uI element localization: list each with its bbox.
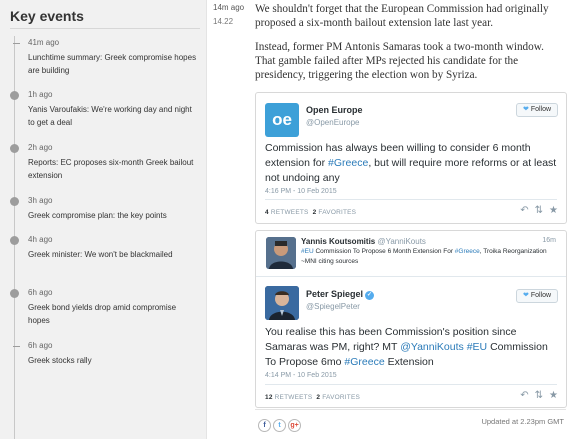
twitter-share-icon[interactable]: t — [273, 419, 286, 432]
timeline-dot-icon — [10, 144, 19, 153]
verified-badge-icon: ✓ — [367, 292, 373, 298]
tweet-date[interactable]: 4:16 PM - 10 Feb 2015 — [265, 188, 337, 195]
timeline-dot-icon — [10, 289, 19, 298]
key-events-heading: Key events — [10, 8, 84, 24]
key-events-panel — [0, 0, 207, 439]
reply-icon[interactable]: ↶ — [520, 390, 529, 401]
key-event-title[interactable]: Reports: EC proposes six-month Greek bailout extension — [28, 158, 194, 180]
post-paragraph: Instead, former PM Antonis Samaras took a two-month window. That gamble failed after MPs rejected his candidate for the presidency, triggering the election won by Syriza. — [255, 41, 544, 81]
follow-button[interactable]: ❤ Follow — [516, 289, 558, 303]
retweet-icon[interactable]: ⇅ — [534, 390, 544, 401]
tweet-stats: 12 RETWEETS 2 FAVORITES — [265, 394, 361, 401]
person-photo-icon — [266, 237, 296, 269]
tweet-author-name[interactable]: Open Europe — [306, 105, 363, 115]
key-event-title[interactable]: Greek bond yields drop amid compromise hopes — [28, 303, 177, 325]
peter-spiegel-avatar[interactable] — [265, 286, 299, 320]
quoted-author[interactable]: Yannis Koutsomitis @YanniKouts — [301, 237, 426, 246]
hashtag-link[interactable]: #Greece — [328, 157, 369, 169]
tweet-author-handle[interactable]: @OpenEurope — [306, 118, 360, 127]
key-event-title[interactable]: Yanis Varoufakis: We're working day and night to get a deal — [28, 105, 192, 127]
key-event-title[interactable]: Greek compromise plan: the key points — [28, 211, 167, 220]
star-icon[interactable]: ★ — [549, 390, 558, 401]
post-paragraph: We shouldn't forget that the European Commission had originally proposed a six-month bailout extension late last year. — [255, 3, 549, 29]
timeline-dash-icon — [13, 346, 20, 347]
facebook-share-icon[interactable]: f — [258, 419, 271, 432]
hashtag-link[interactable]: #EU — [466, 341, 488, 353]
key-event-title[interactable]: Greek stocks rally — [28, 356, 92, 365]
tweet-divider — [265, 384, 557, 385]
timeline-dash-icon — [13, 43, 20, 44]
post-relative-time[interactable]: 14m ago — [213, 3, 245, 12]
twitter-bird-icon: ❤ — [522, 292, 529, 299]
tweet-stats: 4 RETWEETS 2 FAVORITES — [265, 209, 357, 216]
key-event-time: 2h ago — [28, 143, 53, 152]
follow-button[interactable]: ❤ Follow — [516, 103, 558, 117]
key-event-title[interactable]: Lunchtime summary: Greek compromise hopes are building — [28, 53, 197, 75]
quoted-tweet[interactable] — [256, 231, 566, 277]
tweet-text: You realise this has been Commission's position since Samaras was PM, right? MT @YanniKouts #EU Commission To Propose 6mo #Greece Extension — [265, 326, 548, 368]
quoted-time[interactable]: 16m — [542, 237, 556, 244]
tweet-actions — [514, 390, 558, 401]
timeline-dot-icon — [10, 236, 19, 245]
tweet-text: Commission has always been willing to consider 6 month extension for #Greece, but will require more reforms or at least not undoing any — [265, 142, 557, 184]
tweet-author-name[interactable]: Peter Spiegel ✓ — [306, 289, 373, 299]
post-clock-time: 14.22 — [213, 17, 234, 26]
quoted-text: #EU Commission To Propose 6 Month Extension For #Greece, Troika Reorganization ~MNI citing sources — [301, 248, 547, 265]
key-event-time: 3h ago — [28, 196, 53, 205]
star-icon[interactable]: ★ — [549, 205, 558, 216]
share-buttons — [258, 414, 303, 432]
embedded-tweet[interactable] — [255, 230, 567, 408]
twitter-bird-icon: ❤ — [522, 106, 529, 113]
post-timestamp — [213, 3, 249, 26]
timeline-dot-icon — [10, 197, 19, 206]
footer-divider — [255, 409, 566, 410]
person-photo-icon — [265, 286, 299, 320]
open-europe-avatar[interactable]: oe — [265, 103, 299, 137]
tweet-date[interactable]: 4:14 PM - 10 Feb 2015 — [265, 372, 337, 379]
key-event-time: 4h ago — [28, 235, 53, 244]
google-plus-share-icon[interactable]: g+ — [288, 419, 301, 432]
retweet-icon[interactable]: ⇅ — [534, 205, 544, 216]
timeline-dot-icon — [10, 91, 19, 100]
embedded-tweet[interactable] — [255, 92, 567, 224]
tweet-actions — [514, 205, 558, 216]
key-event-time: 1h ago — [28, 90, 53, 99]
updated-timestamp: Updated at 2.23pm GMT — [481, 417, 564, 426]
key-event-time: 6h ago — [28, 341, 53, 350]
tweet-divider — [265, 199, 557, 200]
key-event-title[interactable]: Greek minister: We won't be blackmailed — [28, 250, 173, 259]
key-event-time: 6h ago — [28, 288, 53, 297]
hashtag-link[interactable]: #Greece — [344, 356, 385, 368]
reply-icon[interactable]: ↶ — [520, 205, 529, 216]
heading-divider — [10, 28, 200, 29]
mention-link[interactable]: @YanniKouts — [400, 341, 464, 353]
yannis-avatar[interactable] — [266, 237, 296, 269]
key-event-time: 41m ago — [28, 38, 60, 47]
tweet-author-handle[interactable]: @SpiegelPeter — [306, 302, 360, 311]
